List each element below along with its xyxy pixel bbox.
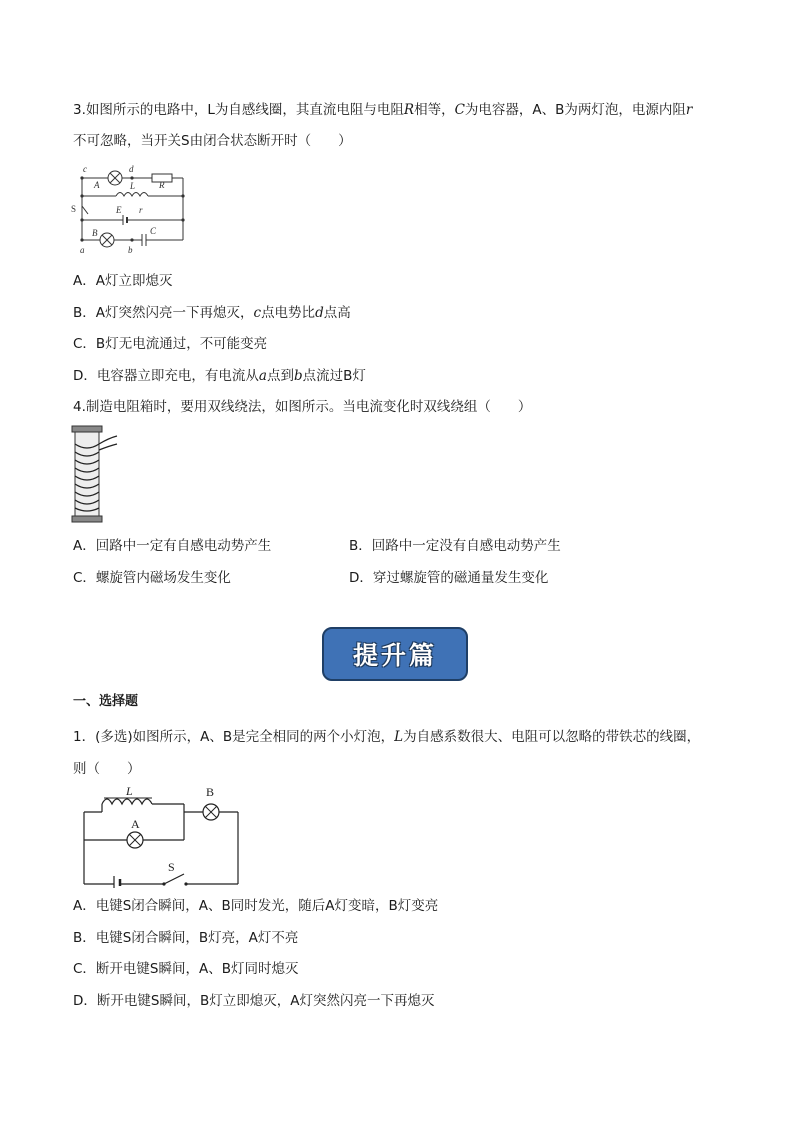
p1-stem-line1: 1．(多选)如图所示，A、B是完全相同的两个小灯泡，L为自感系数很大、电阻可以忽略的带铁芯的线圈， <box>73 729 701 745</box>
q3-label-b: b <box>128 245 133 255</box>
q3-circuit-figure <box>70 160 200 260</box>
q4-option-a: A．回路中一定有自感电动势产生 <box>73 538 272 554</box>
q3-label-S: S <box>71 204 77 214</box>
section-heading: 一、选择题 <box>73 694 139 709</box>
q3-label-c: c <box>83 164 87 174</box>
q3-option-c: C．B灯无电流通过，不可能变亮 <box>73 336 268 352</box>
p1-stem-line2: 则（ ） <box>73 761 141 777</box>
p1-label-S: S <box>168 860 175 874</box>
q3-label-B: B <box>92 228 98 238</box>
q3-label-d: d <box>129 164 134 174</box>
p1-circuit-figure <box>80 784 245 888</box>
q3-label-r: r <box>139 205 143 215</box>
q3-label-E: E <box>116 205 122 215</box>
q4-stem: 4.制造电阻箱时，要用双线绕法，如图所示。当电流变化时双线绕组（ ） <box>73 399 532 415</box>
q3-label-C: C <box>150 226 157 236</box>
p1-label-A: A <box>131 817 140 831</box>
p1-label-B: B <box>206 785 215 799</box>
q3-label-A: A <box>94 180 100 190</box>
q3-label-R: R <box>159 180 165 190</box>
q3-stem-line2: 不可忽略，当开关S由闭合状态断开时（ ） <box>73 133 352 149</box>
q3-stem-line1: 3.如图所示的电路中，L为自感线圈，其直流电阻与电阻R相等，C为电容器，A、B为两灯泡，电源内阻r <box>73 102 693 118</box>
p1-option-c: C．断开电键S瞬间，A、B灯同时熄灭 <box>73 961 299 977</box>
p1-option-b: B．电键S闭合瞬间，B灯亮，A灯不亮 <box>73 930 299 946</box>
q3-option-a: A．A灯立即熄灭 <box>73 273 173 289</box>
section-banner <box>322 627 468 681</box>
p1-option-a: A．电键S闭合瞬间，A、B同时发光，随后A灯变暗，B灯变亮 <box>73 898 439 914</box>
p1-option-d: D．断开电键S瞬间，B灯立即熄灭，A灯突然闪亮一下再熄灭 <box>73 993 435 1009</box>
p1-label-L: L <box>126 784 133 798</box>
q4-solenoid-figure <box>70 424 120 526</box>
q4-option-c: C．螺旋管内磁场发生变化 <box>73 570 231 586</box>
q3-label-a: a <box>80 245 85 255</box>
section-banner-text: 提升篇 <box>352 641 437 670</box>
q3-option-b: B．A灯突然闪亮一下再熄灭，c点电势比d点高 <box>73 305 351 321</box>
q3-label-L: L <box>130 181 136 191</box>
q4-option-d: D．穿过螺旋管的磁通量发生变化 <box>349 570 549 586</box>
q3-option-d: D．电容器立即充电，有电流从a点到b点流过B灯 <box>73 368 366 384</box>
q4-option-b: B．回路中一定没有自感电动势产生 <box>349 538 561 554</box>
